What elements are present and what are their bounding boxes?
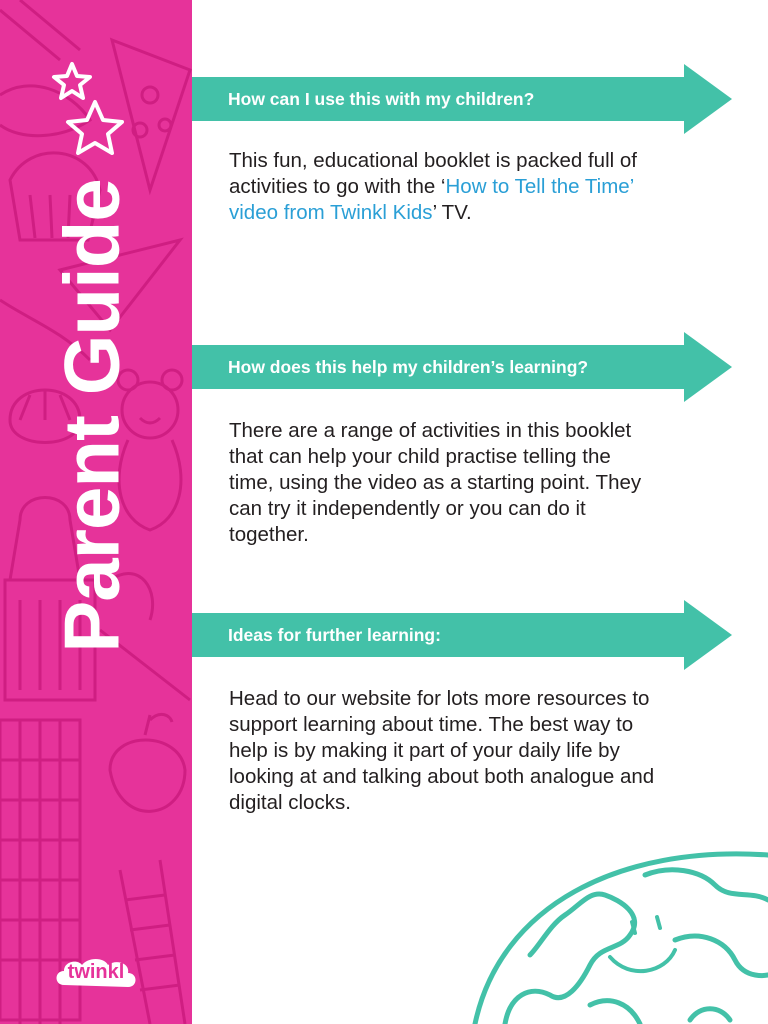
logo-text: twinkl [67, 961, 125, 983]
sidebar [0, 0, 192, 1024]
section-3-body: Head to our website for lots more resources to support learning about time. The best way to help is by making it part of your daily life by looking at and talking about both analogue and digital clocks. [229, 687, 655, 814]
page-title: Parent Guide [47, 179, 136, 653]
twinkl-logo [52, 953, 140, 993]
section-heading: How does this help my children’s learning? [228, 357, 589, 377]
body-text-before: This fun, educational booklet is packed full of activities to go with the ‘ [229, 149, 637, 198]
section-2-body: There are a range of activities in this booklet that can help your child practise telling the time, using the video as a starting point. They can try it independently or you can do it together. [229, 419, 642, 546]
video-link[interactable]: How to Tell the Time’ video from Twinkl Kids [229, 175, 634, 224]
body-text-after: ’ TV. [432, 201, 472, 224]
globe-illustration [470, 845, 768, 1024]
star-icon [68, 102, 122, 153]
section-heading: Ideas for further learning: [228, 625, 441, 645]
section-1-banner [192, 64, 734, 134]
section-3-banner [192, 600, 734, 670]
section-1-body [229, 148, 659, 226]
section-heading: How can I use this with my children? [228, 89, 535, 109]
section-2-banner [192, 332, 734, 402]
